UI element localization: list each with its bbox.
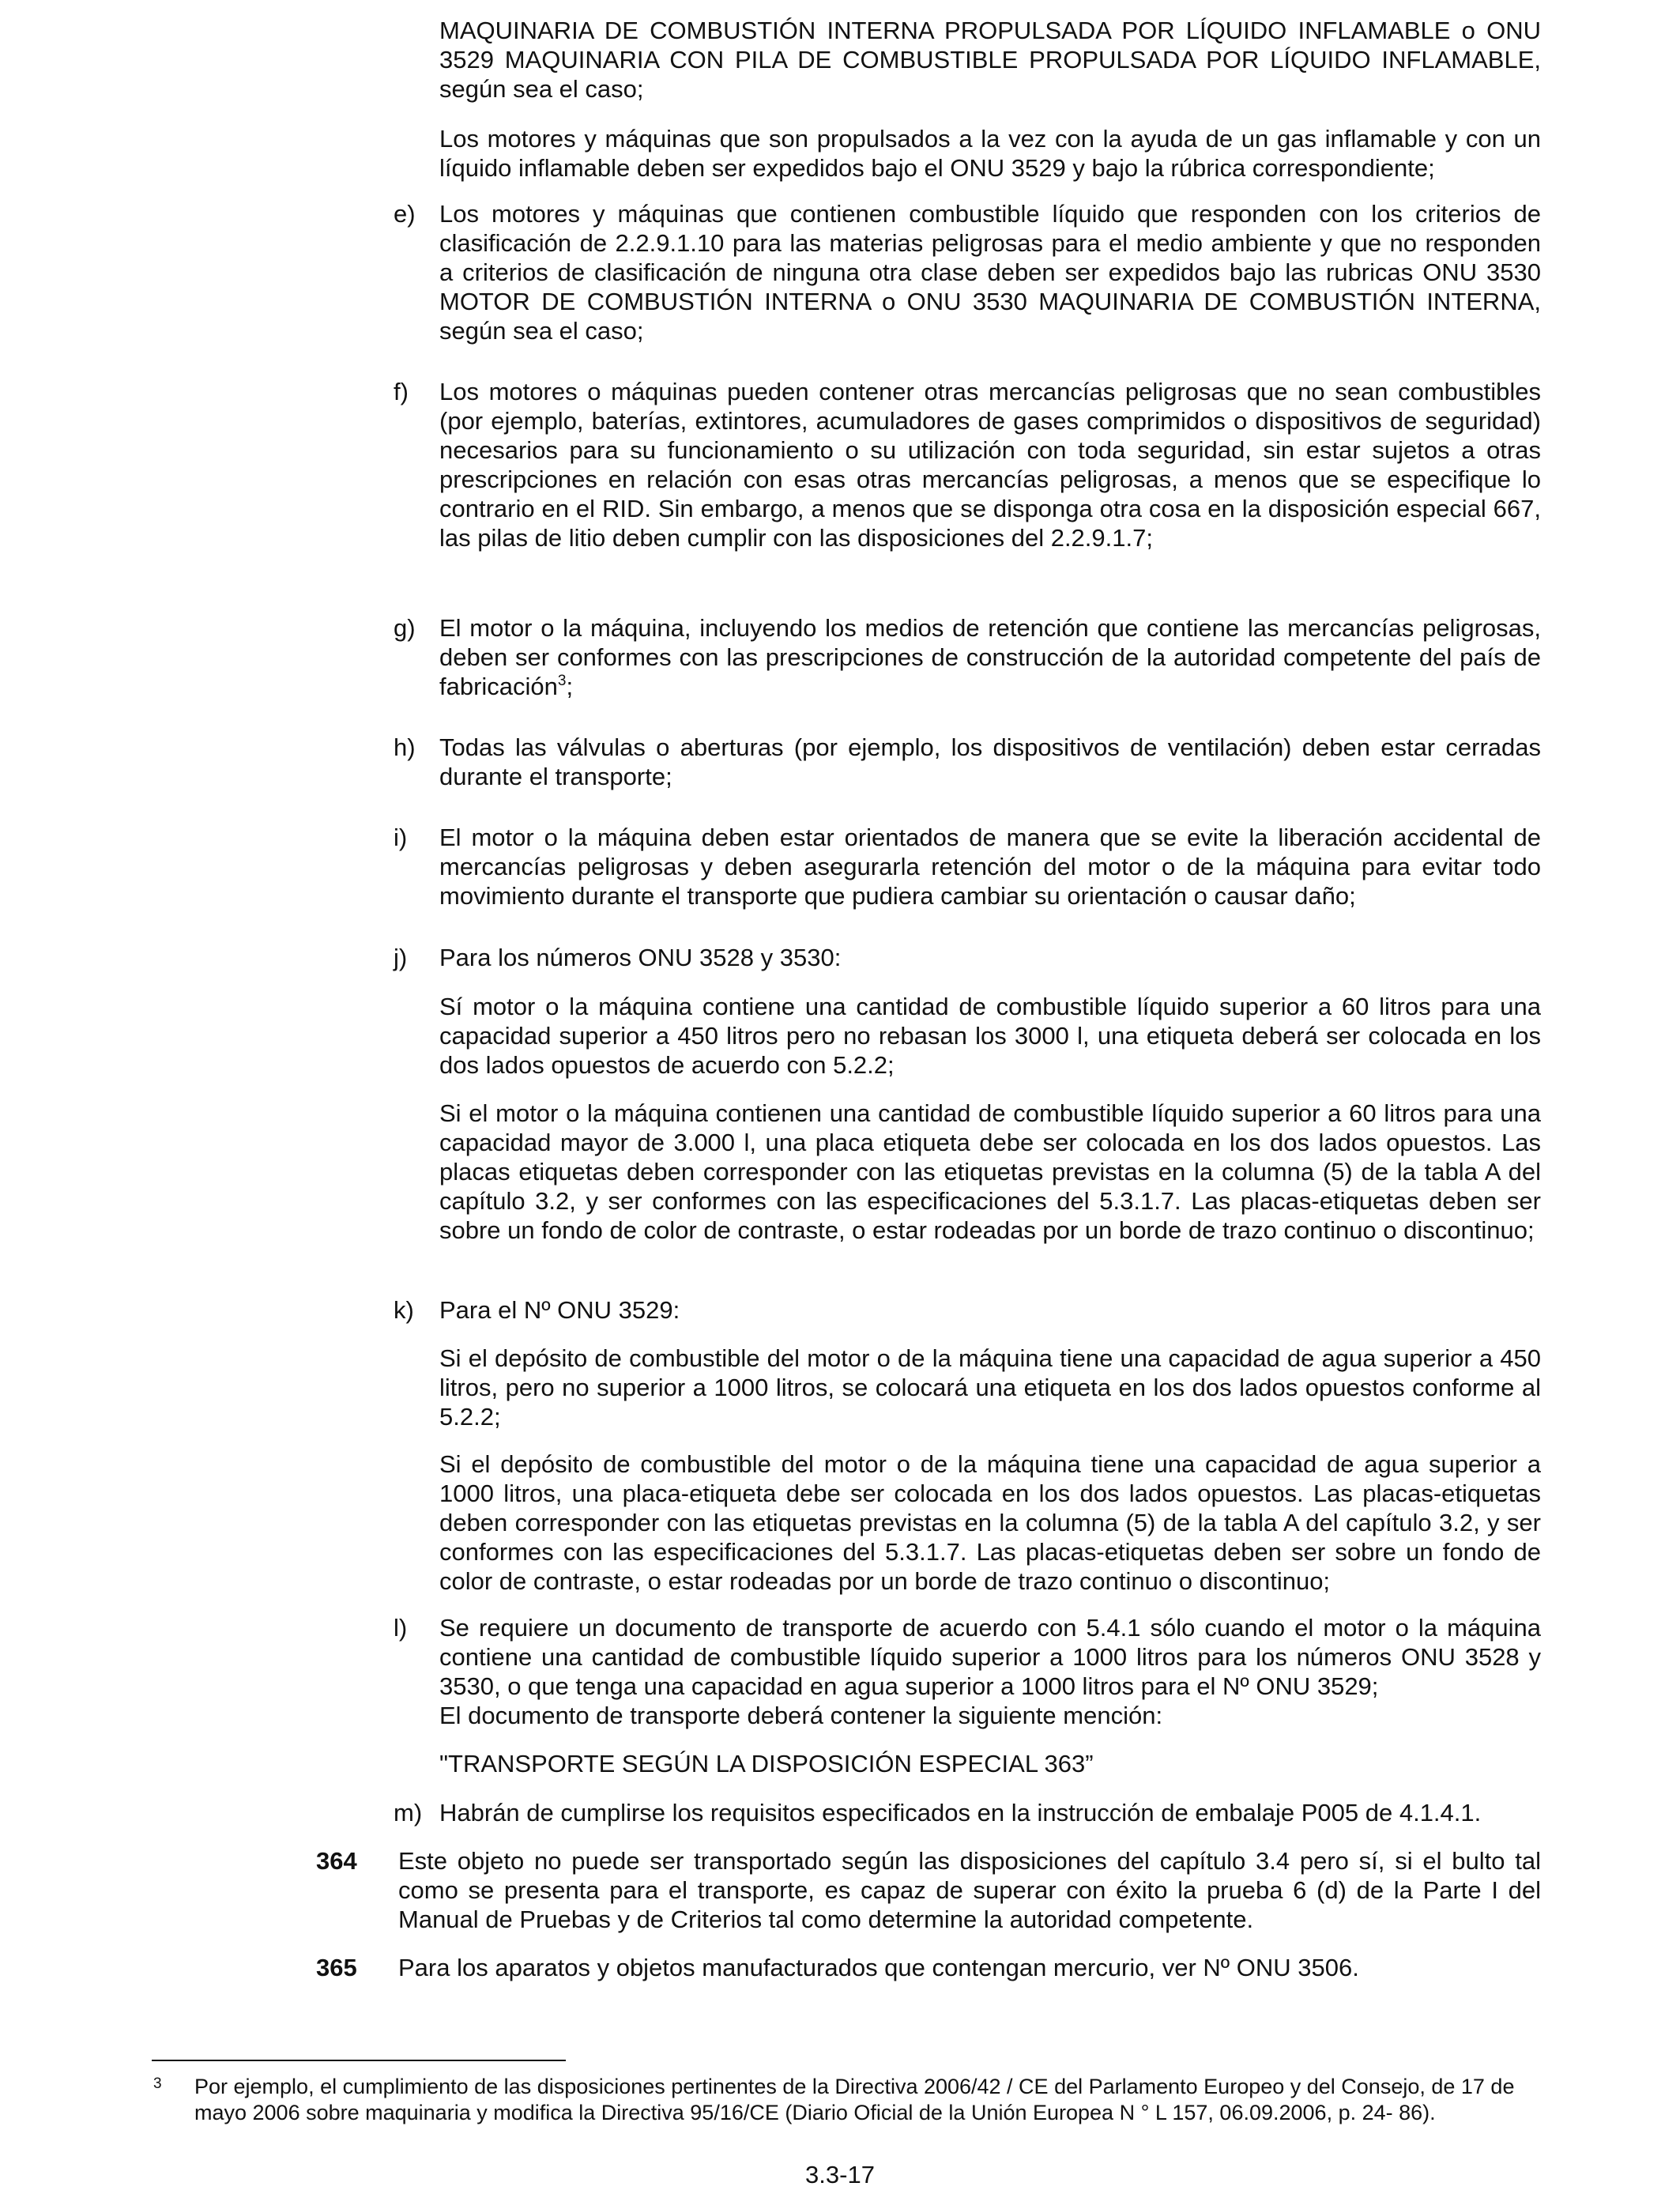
- item-label: m): [394, 1799, 423, 1826]
- item-text: Para los números ONU 3528 y 3530:: [439, 944, 842, 971]
- item-text: [439, 613, 1541, 701]
- item-label: j): [394, 944, 408, 971]
- item-text: Los motores o máquinas pueden contener otras mercancías peligrosas que no sean combustibles (por ejemplo, baterías, extintores, acumuladores de gases comprimidos o dispositivos de seguridad) necesarios para su funcionamiento o su utilización con toda seguridad, sin estar sujetos a otras prescripciones en relación con esas otras mercancías peligrosas, a menos que se especifique lo contrario en el RID. Sin embargo, a menos que se disponga otra cosa en la disposición especial 667, las pilas de litio deben cumplir con las disposiciones del 2.2.9.1.7;: [439, 378, 1541, 552]
- item-paragraph-1: Sí motor o la máquina contiene una cantidad de combustible líquido superior a 60 litros para una capacidad superior a 450 litros pero no rebasan los 3000 l, una etiqueta deberá ser colocada en los dos lados opuestos de acuerdo con 5.2.2;: [439, 993, 1541, 1079]
- item-label: g): [394, 614, 416, 642]
- item-paragraph-1: Si el depósito de combustible del motor o de la máquina tiene una capacidad de agua superior a 450 litros, pero no superior a 1000 litros, se colocará una etiqueta en los dos lados opuestos conforme al 5.2.2;: [439, 1344, 1541, 1431]
- item-label: h): [394, 733, 416, 761]
- intro-paragraph-2: Los motores y máquinas que son propulsados a la vez con la ayuda de un gas inflamable y con un líquido inflamable deben ser expedidos bajo el ONU 3529 y bajo la rúbrica correspondiente;: [439, 125, 1541, 182]
- item-text: Todas las válvulas o aberturas (por ejemplo, los dispositivos de ventilación) deben estar cerradas durante el transporte;: [439, 733, 1541, 790]
- item-label: k): [394, 1296, 414, 1324]
- footnote-reference: 3: [557, 673, 567, 689]
- item-paragraph-2: Si el motor o la máquina contienen una cantidad de combustible líquido superior a 60 litros para una capacidad mayor de 3.000 l, una placa etiqueta debe ser colocada en los dos lados opuestos. Las placas etiquetas deben corresponder con las etiquetas previstas en la columna (5) de la tabla A del capítulo 3.2, y ser conformes con las especificaciones del 5.3.1.7. Las placas-etiquetas deben ser sobre un fondo de color de contraste, o estar rodeadas por un borde de trazo continuo o discontinuo;: [439, 1099, 1541, 1244]
- item-label: i): [394, 824, 408, 851]
- item-quote: "TRANSPORTE SEGÚN LA DISPOSICIÓN ESPECIAL 363”: [439, 1750, 1094, 1777]
- item-text: Se requiere un documento de transporte de acuerdo con 5.4.1 sólo cuando el motor o la máquina contiene una cantidad de combustible líquido superior a 1000 litros para los números ONU 3528 y 3530, o que tenga una capacidad en agua superior a 1000 litros para el Nº ONU 3529;: [439, 1614, 1541, 1700]
- provision-number: 364: [316, 1847, 357, 1875]
- item-text-tail: ;: [566, 673, 574, 700]
- footnote-separator: [152, 2060, 566, 2061]
- provision-number: 365: [316, 1954, 357, 1981]
- item-text: Habrán de cumplirse los requisitos especificados en la instrucción de embalaje P005 de 4.1.4.1.: [439, 1799, 1482, 1826]
- item-label: e): [394, 200, 416, 228]
- item-text: El motor o la máquina deben estar orientados de manera que se evite la liberación accidental de mercancías peligrosas y deben asegurarla retención del motor o de la máquina para evitar todo movimiento durante el transporte que pudiera cambiar su orientación o causar daño;: [439, 824, 1541, 910]
- item-line-2: El documento de transporte deberá contener la siguiente mención:: [439, 1702, 1163, 1729]
- provision-text: Este objeto no puede ser transportado según las disposiciones del capítulo 3.4 pero sí, si el bulto tal como se presenta para el transporte, es capaz de superar con éxito la prueba 6 (d) de la Parte I del Manual de Pruebas y de Criterios tal como determine la autoridad competente.: [398, 1847, 1541, 1933]
- item-text-main: El motor o la máquina, incluyendo los medios de retención que contiene las mercancías peligrosas, deben ser conformes con las prescripciones de construcción de la autoridad competente del país de fabricación: [439, 614, 1541, 700]
- footnote-text: Por ejemplo, el cumplimiento de las disposiciones pertinentes de la Directiva 2006/42 / CE del Parlamento Europeo y del Consejo, de 17 de mayo 2006 sobre maquinaria y modifica la Directiva 95/16/CE (Diario Oficial de la Unión Europea N ° L 157, 06.09.2006, p. 24- 86).: [194, 2075, 1515, 2124]
- item-text: Los motores y máquinas que contienen combustible líquido que responden con los criterios de clasificación de 2.2.9.1.10 para las materias peligrosas para el medio ambiente y que no responden a criterios de clasificación de ninguna otra clase deben ser expedidos bajo las rubricas ONU 3530 MOTOR DE COMBUSTIÓN INTERNA o ONU 3530 MAQUINARIA DE COMBUSTIÓN INTERNA, según sea el caso;: [439, 200, 1541, 345]
- page-number: 3.3-17: [805, 2161, 875, 2188]
- item-label: l): [394, 1614, 408, 1642]
- provision-text: Para los aparatos y objetos manufacturados que contengan mercurio, ver Nº ONU 3506.: [398, 1954, 1359, 1981]
- item-paragraph-2: Si el depósito de combustible del motor o de la máquina tiene una capacidad de agua superior a 1000 litros, una placa-etiqueta debe ser colocada en los dos lados opuestos. Las placas-etiquetas deben corresponder con las etiquetas previstas en la columna (5) de la tabla A del capítulo 3.2, y ser conformes con las especificaciones del 5.3.1.7. Las placas-etiquetas deben ser sobre un fondo de color de contraste, o estar rodeadas por un borde de trazo continuo o discontinuo;: [439, 1450, 1541, 1595]
- intro-paragraph-1: MAQUINARIA DE COMBUSTIÓN INTERNA PROPULSADA POR LÍQUIDO INFLAMABLE o ONU 3529 MAQUINARIA CON PILA DE COMBUSTIBLE PROPULSADA POR LÍQUIDO INFLAMABLE, según sea el caso;: [439, 17, 1541, 103]
- item-text: Para el Nº ONU 3529:: [439, 1296, 680, 1324]
- footnote-mark: 3: [153, 2075, 162, 2092]
- item-label: f): [394, 378, 409, 405]
